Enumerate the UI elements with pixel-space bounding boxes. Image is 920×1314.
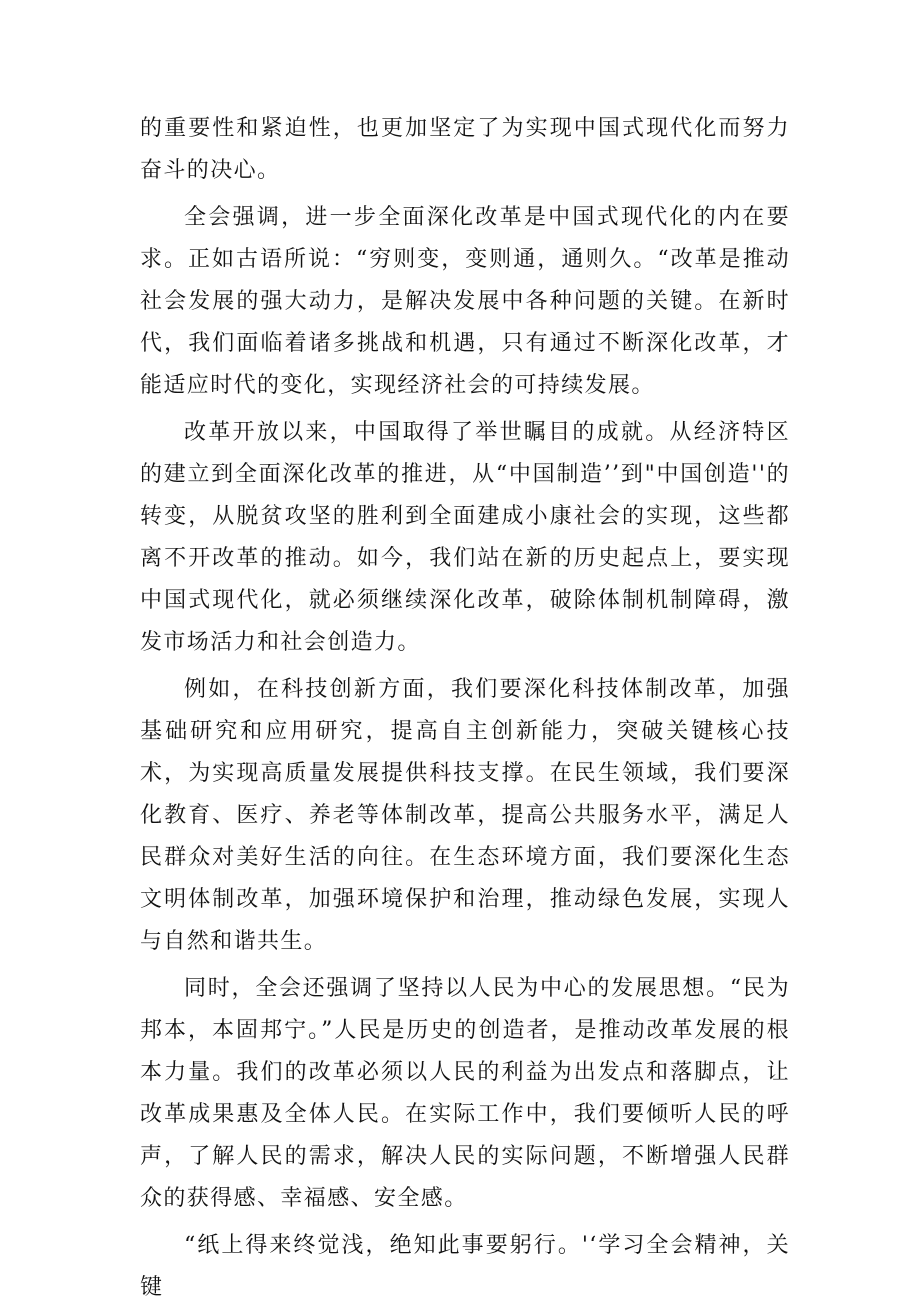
paragraph: 改革开放以来，中国取得了举世瞩目的成就。从经济特区的建立到全面深化改革的推进，从“中国制造’’到"中国创造''的转变，从脱贫攻坚的胜利到全面建成小康社会的实现，这些都离不开改革的推动。如今，我们站在新的历史起点上，要实现中国式现代化，就必须继续深化改革，破除体制机制障碍，激发市场活力和社会创造力。 bbox=[140, 420, 790, 655]
paragraph: 全会强调，进一步全面深化改革是中国式现代化的内在要求。正如古语所说：“穷则变，变则通，通则久。“改革是推动社会发展的强大动力，是解决发展中各种问题的关键。在新时代，我们面临着诸多挑战和机遇，只有通过不断深化改革，才能适应时代的变化，实现经济社会的可持续发展。 bbox=[140, 205, 790, 398]
paragraph: 同时，全会还强调了坚持以人民为中心的发展思想。“民为邦本，本固邦宁。”人民是历史的创造者，是推动改革发展的根本力量。我们的改革必须以人民的利益为出发点和落脚点，让改革成果惠及全体人民。在实际工作中，我们要倾听人民的呼声，了解人民的需求，解决人民的实际问题，不断增强人民群众的获得感、幸福感、安全感。 bbox=[140, 976, 790, 1211]
document-body bbox=[140, 108, 790, 1314]
paragraph: “纸上得来终觉浅，绝知此事要躬行。'‘学习全会精神，关键 bbox=[140, 1233, 790, 1300]
paragraph: 的重要性和紧迫性，也更加坚定了为实现中国式现代化而努力奋斗的决心。 bbox=[140, 116, 790, 183]
paragraph: 例如，在科技创新方面，我们要深化科技体制改革，加强基础研究和应用研究，提高自主创新能力，突破关键核心技术，为实现高质量发展提供科技支撑。在民生领域，我们要深化教育、医疗、养老等体制改革，提高公共服务水平，满足人民群众对美好生活的向往。在生态环境方面，我们要深化生态文明体制改革，加强环境保护和治理，推动绿色发展，实现人与自然和谐共生。 bbox=[140, 677, 790, 954]
